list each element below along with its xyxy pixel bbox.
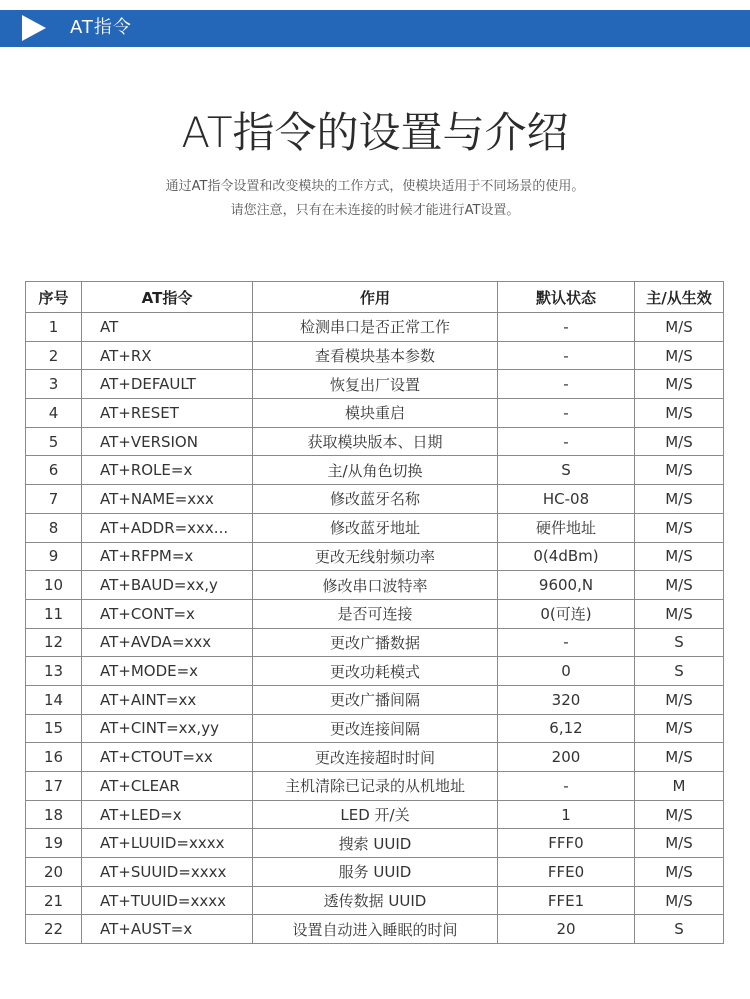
row-index: 8 bbox=[26, 513, 82, 542]
row-default-state: - bbox=[498, 772, 635, 801]
section-header-bar bbox=[0, 10, 750, 47]
row-function: 主/从角色切换 bbox=[253, 456, 498, 485]
row-index: 1 bbox=[26, 313, 82, 342]
row-index: 13 bbox=[26, 657, 82, 686]
row-at-command: AT+MODE=x bbox=[82, 657, 253, 686]
row-master-slave: M bbox=[635, 772, 724, 801]
row-index: 9 bbox=[26, 542, 82, 571]
row-function: 更改功耗模式 bbox=[253, 657, 498, 686]
row-master-slave: M/S bbox=[635, 800, 724, 829]
row-master-slave: M/S bbox=[635, 313, 724, 342]
row-default-state: - bbox=[498, 341, 635, 370]
header-index: 序号 bbox=[26, 282, 82, 313]
row-index: 17 bbox=[26, 772, 82, 801]
row-master-slave: M/S bbox=[635, 858, 724, 887]
row-at-command: AT+AVDA=xxx bbox=[82, 628, 253, 657]
row-function: 透传数据 UUID bbox=[253, 886, 498, 915]
row-master-slave: M/S bbox=[635, 370, 724, 399]
row-at-command: AT+ROLE=x bbox=[82, 456, 253, 485]
row-index: 21 bbox=[26, 886, 82, 915]
row-index: 11 bbox=[26, 599, 82, 628]
row-at-command: AT+CLEAR bbox=[82, 772, 253, 801]
table-row bbox=[26, 370, 724, 399]
row-at-command: AT+CTOUT=xx bbox=[82, 743, 253, 772]
table-row bbox=[26, 858, 724, 887]
table-row bbox=[26, 657, 724, 686]
row-function: 设置自动进入睡眠的时间 bbox=[253, 915, 498, 944]
row-index: 12 bbox=[26, 628, 82, 657]
row-default-state: 1 bbox=[498, 800, 635, 829]
row-function: 更改广播间隔 bbox=[253, 685, 498, 714]
row-index: 19 bbox=[26, 829, 82, 858]
row-function: 修改蓝牙地址 bbox=[253, 513, 498, 542]
row-at-command: AT+RFPM=x bbox=[82, 542, 253, 571]
row-function: 是否可连接 bbox=[253, 599, 498, 628]
row-function: LED 开/关 bbox=[253, 800, 498, 829]
row-at-command: AT+SUUID=xxxx bbox=[82, 858, 253, 887]
intro-line-2: 请您注意，只有在未连接的时候才能进行AT设置。 bbox=[230, 203, 520, 218]
row-function: 主机清除已记录的从机地址 bbox=[253, 772, 498, 801]
table-row bbox=[26, 542, 724, 571]
table-row bbox=[26, 886, 724, 915]
play-arrow-icon bbox=[22, 15, 46, 41]
table-row bbox=[26, 800, 724, 829]
row-default-state: FFF0 bbox=[498, 829, 635, 858]
table-row bbox=[26, 714, 724, 743]
row-function: 修改蓝牙名称 bbox=[253, 485, 498, 514]
table-row bbox=[26, 485, 724, 514]
row-at-command: AT+BAUD=xx,y bbox=[82, 571, 253, 600]
row-default-state: FFE0 bbox=[498, 858, 635, 887]
row-master-slave: M/S bbox=[635, 571, 724, 600]
row-function: 更改广播数据 bbox=[253, 628, 498, 657]
row-at-command: AT+LUUID=xxxx bbox=[82, 829, 253, 858]
table-row bbox=[26, 743, 724, 772]
row-index: 10 bbox=[26, 571, 82, 600]
row-master-slave: M/S bbox=[635, 714, 724, 743]
table-row bbox=[26, 399, 724, 428]
row-master-slave: M/S bbox=[635, 829, 724, 858]
row-default-state: - bbox=[498, 399, 635, 428]
row-function: 恢复出厂设置 bbox=[253, 370, 498, 399]
row-function: 查看模块基本参数 bbox=[253, 341, 498, 370]
row-master-slave: M/S bbox=[635, 685, 724, 714]
section-header-title: AT指令 bbox=[70, 17, 132, 38]
row-at-command: AT+DEFAULT bbox=[82, 370, 253, 399]
row-at-command: AT+VERSION bbox=[82, 427, 253, 456]
row-at-command: AT+AINT=xx bbox=[82, 685, 253, 714]
row-default-state: - bbox=[498, 370, 635, 399]
header-master-slave: 主/从生效 bbox=[635, 282, 724, 313]
row-index: 20 bbox=[26, 858, 82, 887]
table-row bbox=[26, 513, 724, 542]
at-command-table bbox=[25, 281, 724, 944]
row-at-command: AT+RX bbox=[82, 341, 253, 370]
table-row bbox=[26, 456, 724, 485]
row-default-state: 硬件地址 bbox=[498, 513, 635, 542]
row-function: 模块重启 bbox=[253, 399, 498, 428]
row-master-slave: M/S bbox=[635, 399, 724, 428]
table-row bbox=[26, 427, 724, 456]
row-master-slave: M/S bbox=[635, 743, 724, 772]
row-master-slave: M/S bbox=[635, 485, 724, 514]
row-master-slave: M/S bbox=[635, 427, 724, 456]
row-index: 14 bbox=[26, 685, 82, 714]
row-index: 2 bbox=[26, 341, 82, 370]
table-row bbox=[26, 599, 724, 628]
row-index: 16 bbox=[26, 743, 82, 772]
header-default-state: 默认状态 bbox=[498, 282, 635, 313]
row-function: 搜索 UUID bbox=[253, 829, 498, 858]
table-row bbox=[26, 685, 724, 714]
row-at-command: AT+LED=x bbox=[82, 800, 253, 829]
row-default-state: - bbox=[498, 427, 635, 456]
row-at-command: AT+NAME=xxx bbox=[82, 485, 253, 514]
row-master-slave: M/S bbox=[635, 886, 724, 915]
table-row bbox=[26, 772, 724, 801]
row-index: 3 bbox=[26, 370, 82, 399]
table-body bbox=[26, 313, 724, 944]
row-master-slave: M/S bbox=[635, 456, 724, 485]
row-at-command: AT+ADDR=xxx... bbox=[82, 513, 253, 542]
row-index: 22 bbox=[26, 915, 82, 944]
row-function: 修改串口波特率 bbox=[253, 571, 498, 600]
row-function: 检测串口是否正常工作 bbox=[253, 313, 498, 342]
row-function: 获取模块版本、日期 bbox=[253, 427, 498, 456]
row-default-state: 200 bbox=[498, 743, 635, 772]
table-row bbox=[26, 571, 724, 600]
row-default-state: 9600,N bbox=[498, 571, 635, 600]
row-master-slave: M/S bbox=[635, 599, 724, 628]
row-default-state: HC-08 bbox=[498, 485, 635, 514]
table-row bbox=[26, 628, 724, 657]
row-default-state: 0 bbox=[498, 657, 635, 686]
row-default-state: 0(可连) bbox=[498, 599, 635, 628]
row-default-state: 6,12 bbox=[498, 714, 635, 743]
table-row bbox=[26, 915, 724, 944]
table-row bbox=[26, 313, 724, 342]
table-header-row bbox=[26, 282, 724, 313]
row-at-command: AT+CONT=x bbox=[82, 599, 253, 628]
row-default-state: 320 bbox=[498, 685, 635, 714]
row-index: 15 bbox=[26, 714, 82, 743]
row-at-command: AT+CINT=xx,yy bbox=[82, 714, 253, 743]
row-at-command: AT bbox=[82, 313, 253, 342]
page-title: AT指令的设置与介绍 bbox=[181, 108, 569, 157]
table-row bbox=[26, 341, 724, 370]
row-function: 更改连接间隔 bbox=[253, 714, 498, 743]
row-master-slave: S bbox=[635, 915, 724, 944]
row-master-slave: S bbox=[635, 657, 724, 686]
table-row bbox=[26, 829, 724, 858]
intro-line-1: 通过AT指令设置和改变模块的工作方式，使模块适用于不同场景的使用。 bbox=[165, 179, 585, 194]
row-at-command: AT+TUUID=xxxx bbox=[82, 886, 253, 915]
row-index: 7 bbox=[26, 485, 82, 514]
row-default-state: - bbox=[498, 628, 635, 657]
row-index: 6 bbox=[26, 456, 82, 485]
row-master-slave: M/S bbox=[635, 513, 724, 542]
row-index: 4 bbox=[26, 399, 82, 428]
row-default-state: FFE1 bbox=[498, 886, 635, 915]
row-function: 更改连接超时时间 bbox=[253, 743, 498, 772]
row-default-state: - bbox=[498, 313, 635, 342]
row-default-state: 0(4dBm) bbox=[498, 542, 635, 571]
row-index: 18 bbox=[26, 800, 82, 829]
header-at-command: AT指令 bbox=[82, 282, 253, 313]
row-master-slave: M/S bbox=[635, 542, 724, 571]
row-function: 更改无线射频功率 bbox=[253, 542, 498, 571]
row-at-command: AT+RESET bbox=[82, 399, 253, 428]
row-default-state: S bbox=[498, 456, 635, 485]
row-function: 服务 UUID bbox=[253, 858, 498, 887]
row-master-slave: S bbox=[635, 628, 724, 657]
row-index: 5 bbox=[26, 427, 82, 456]
header-function: 作用 bbox=[253, 282, 498, 313]
row-master-slave: M/S bbox=[635, 341, 724, 370]
row-at-command: AT+AUST=x bbox=[82, 915, 253, 944]
row-default-state: 20 bbox=[498, 915, 635, 944]
